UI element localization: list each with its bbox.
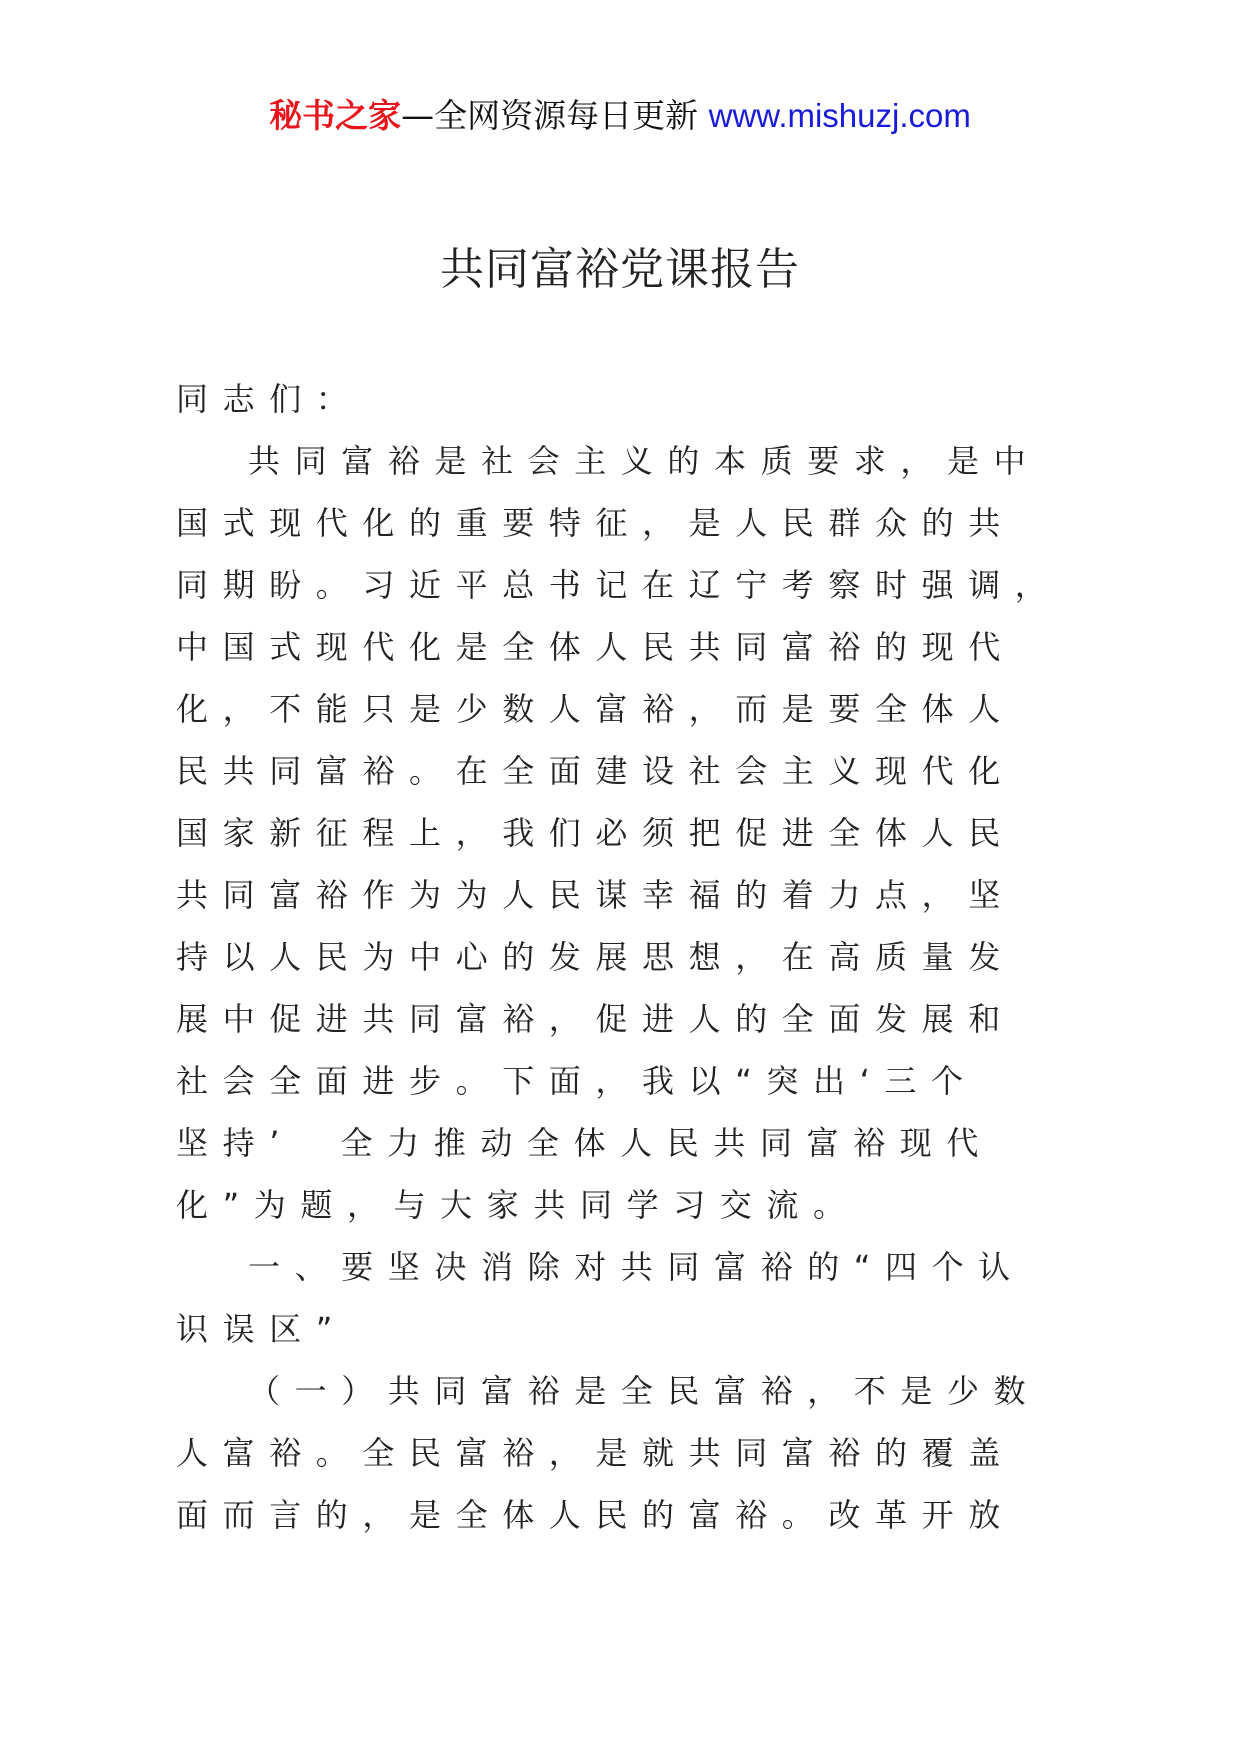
paragraph-line: 面而言的，是全体人民的富裕。改革开放 [176,1496,1015,1534]
section-heading-line: 一、要坚决消除对共同富裕的“四个认 [248,1248,1025,1286]
document-body [176,368,1076,1546]
section-heading-line: 识误区” [176,1310,347,1348]
paragraph-line: （一）共同富裕是全民富裕，不是少数 [248,1372,1041,1410]
site-header [0,96,1240,136]
paragraph-line: 民共同富裕。在全面建设社会主义现代化 [176,752,1015,790]
document-title: 共同富裕党课报告 [440,244,800,295]
site-brand-name: 秘书之家 [269,96,402,135]
salutation-line: 同志们： [176,380,363,418]
paragraph-line: 坚持’ 全力推动全体人民共同富裕现代 [176,1124,993,1162]
paragraph-line: 社会全面进步。下面，我以“突出‘三个 [176,1062,978,1100]
paragraph-line: 化，不能只是少数人富裕，而是要全体人 [176,690,1015,728]
paragraph-line: 国式现代化的重要特征，是人民群众的共 [176,504,1015,542]
paragraph-line: 国家新征程上，我们必须把促进全体人民 [176,814,1015,852]
paragraph-line: 中国式现代化是全体人民共同富裕的现代 [176,628,1015,666]
paragraph-line: 人富裕。全民富裕，是就共同富裕的覆盖 [176,1434,1015,1472]
paragraph-line: 共同富裕是社会主义的本质要求，是中 [248,442,1041,480]
paragraph-line: 展中促进共同富裕，促进人的全面发展和 [176,1000,1015,1038]
site-url-link[interactable]: www.mishuzj.com [708,97,971,134]
paragraph-line: 同期盼。习近平总书记在辽宁考察时强调， [176,566,1062,604]
paragraph-line: 共同富裕作为为人民谋幸福的着力点，坚 [176,876,1015,914]
paragraph-line: 化”为题，与大家共同学习交流。 [176,1186,860,1224]
paragraph-line: 持以人民为中心的发展思想，在高质量发 [176,938,1015,976]
site-tagline: —全网资源每日更新 [401,96,699,135]
